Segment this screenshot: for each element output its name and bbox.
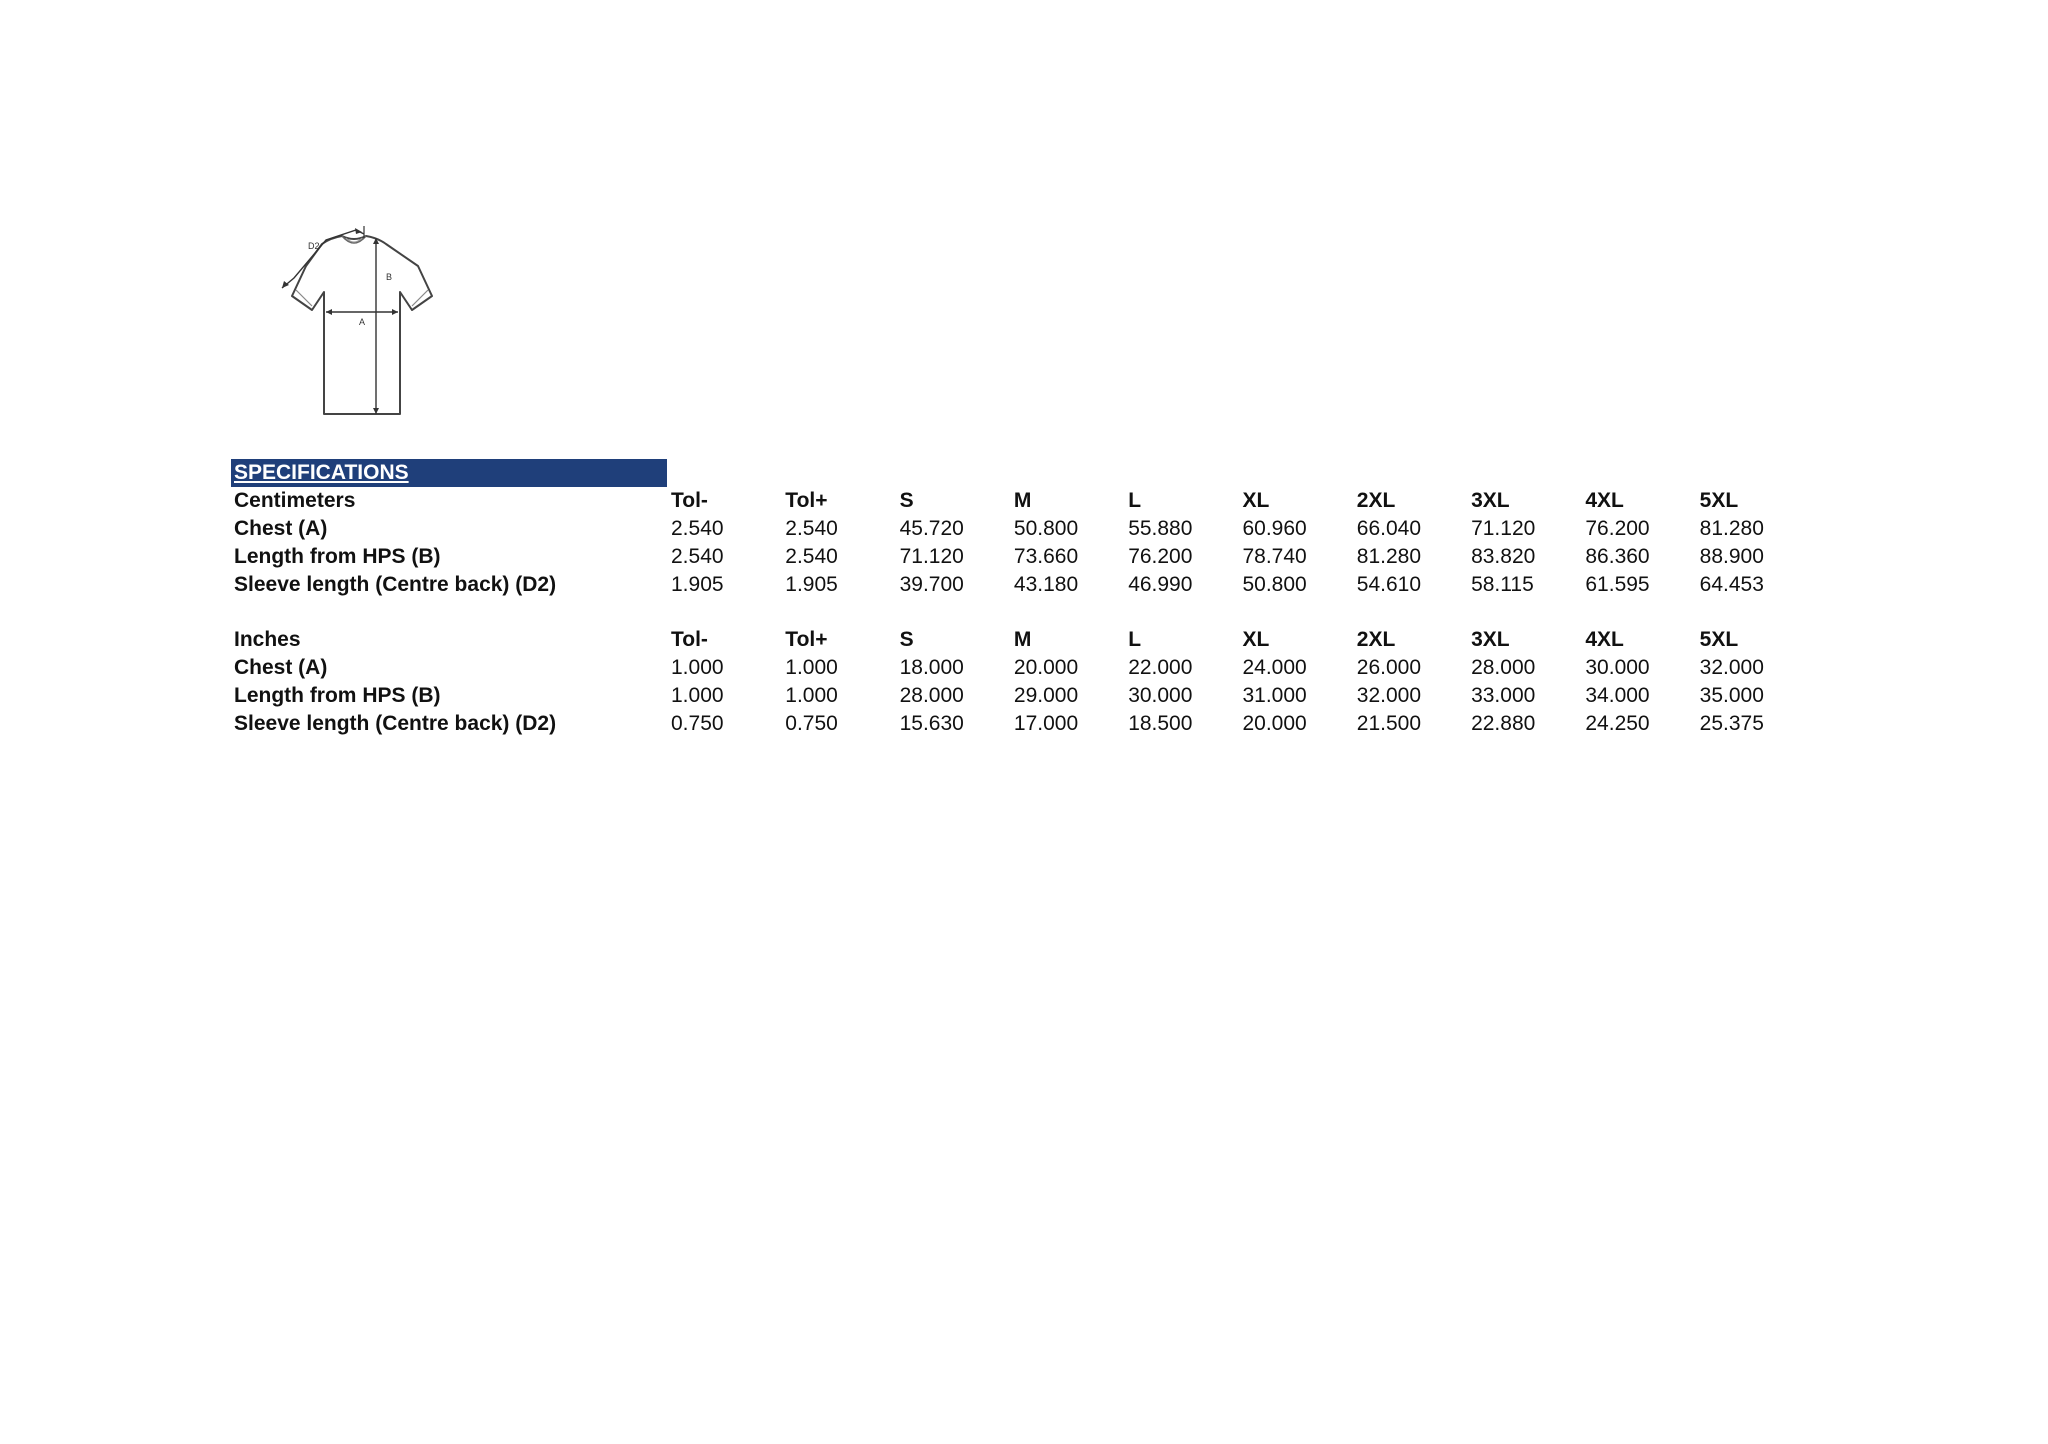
column-header-2xl: 2XL <box>1356 489 1396 512</box>
column-header-tol-minus: Tol- <box>671 489 708 512</box>
specifications-table <box>234 487 1814 738</box>
specifications-title: SPECIFICATIONS <box>234 461 409 484</box>
column-header-xl: XL <box>1242 489 1270 512</box>
column-header-3xl: 3XL <box>1471 489 1510 512</box>
row-label: Length from HPS (B) <box>234 545 441 568</box>
table-cell: 35.000 <box>1699 684 1764 707</box>
table-cell: 2.540 <box>671 545 724 568</box>
table-cell: 50.800 <box>1013 517 1079 540</box>
column-header-m: M <box>1013 628 1032 651</box>
table-cell: 29.000 <box>1013 684 1079 707</box>
column-header-s: S <box>899 628 914 651</box>
table-cell: 25.375 <box>1699 712 1764 735</box>
table-cell: 1.000 <box>785 684 838 707</box>
column-header-4xl: 4XL <box>1585 489 1624 512</box>
row-label: Sleeve length (Centre back) (D2) <box>234 573 557 596</box>
table-cell: 54.610 <box>1356 573 1422 596</box>
table-cell: 76.200 <box>1128 545 1193 568</box>
column-header-4xl: 4XL <box>1585 628 1624 651</box>
table-row <box>234 571 1814 599</box>
table-cell: 21.500 <box>1356 712 1422 735</box>
table-cell: 73.660 <box>1013 545 1079 568</box>
table-cell: 88.900 <box>1699 545 1764 568</box>
marker-d2: D2 <box>308 241 320 251</box>
marker-b: B <box>386 272 393 282</box>
table-cell: 86.360 <box>1585 545 1650 568</box>
table-cell: 28.000 <box>899 684 964 707</box>
table-header-row-centimeters <box>234 487 1814 515</box>
table-cell: 17.000 <box>1013 712 1079 735</box>
table-cell: 58.115 <box>1471 573 1534 596</box>
table-cell: 0.750 <box>671 712 724 735</box>
table-cell: 18.000 <box>899 656 964 679</box>
table-cell: 15.630 <box>899 712 964 735</box>
table-header-row-inches <box>234 626 1814 654</box>
table-cell: 20.000 <box>1242 712 1307 735</box>
table-cell: 64.453 <box>1699 573 1764 596</box>
table-cell: 81.280 <box>1356 545 1422 568</box>
column-header-5xl: 5XL <box>1699 489 1739 512</box>
table-cell: 71.120 <box>899 545 964 568</box>
table-row <box>234 654 1814 682</box>
table-row <box>234 543 1814 571</box>
table-cell: 71.120 <box>1471 517 1536 540</box>
table-cell: 43.180 <box>1013 573 1079 596</box>
table-cell: 20.000 <box>1013 656 1079 679</box>
table-cell: 22.880 <box>1471 712 1536 735</box>
table-cell: 55.880 <box>1128 517 1193 540</box>
row-label: Chest (A) <box>234 656 328 679</box>
column-header-l: L <box>1128 489 1142 512</box>
table-row <box>234 710 1814 738</box>
table-cell: 66.040 <box>1356 517 1422 540</box>
row-label: Length from HPS (B) <box>234 684 441 707</box>
table-cell: 76.200 <box>1585 517 1650 540</box>
table-cell: 50.800 <box>1242 573 1307 596</box>
table-cell: 1.905 <box>671 573 724 596</box>
column-header-tol-minus: Tol- <box>671 628 708 651</box>
table-cell: 26.000 <box>1356 656 1422 679</box>
table-cell: 45.720 <box>899 517 964 540</box>
column-header-5xl: 5XL <box>1699 628 1739 651</box>
table-cell: 1.905 <box>785 573 838 596</box>
table-cell: 34.000 <box>1585 684 1650 707</box>
table-cell: 31.000 <box>1242 684 1307 707</box>
row-label: Chest (A) <box>234 517 328 540</box>
table-cell: 0.750 <box>785 712 838 735</box>
table-row <box>234 515 1814 543</box>
column-header-tol-plus: Tol+ <box>785 628 828 651</box>
unit-label-centimeters: Centimeters <box>234 489 356 512</box>
column-header-2xl: 2XL <box>1356 628 1396 651</box>
specifications-header <box>231 459 667 487</box>
table-cell: 2.540 <box>785 545 838 568</box>
table-cell: 81.280 <box>1699 517 1764 540</box>
table-cell: 60.960 <box>1242 517 1307 540</box>
table-cell: 30.000 <box>1128 684 1193 707</box>
column-header-l: L <box>1128 628 1142 651</box>
table-cell: 78.740 <box>1242 545 1307 568</box>
table-cell: 1.000 <box>785 656 838 679</box>
table-cell: 39.700 <box>899 573 964 596</box>
table-cell: 30.000 <box>1585 656 1650 679</box>
table-cell: 22.000 <box>1128 656 1193 679</box>
column-header-tol-plus: Tol+ <box>785 489 828 512</box>
table-cell: 61.595 <box>1585 573 1650 596</box>
column-header-s: S <box>899 489 914 512</box>
table-cell: 1.000 <box>671 656 724 679</box>
row-label: Sleeve length (Centre back) (D2) <box>234 712 557 735</box>
table-cell: 28.000 <box>1471 656 1536 679</box>
table-cell: 32.000 <box>1356 684 1422 707</box>
column-header-3xl: 3XL <box>1471 628 1510 651</box>
marker-a: A <box>358 317 366 327</box>
table-cell: 2.540 <box>671 517 724 540</box>
table-cell: 83.820 <box>1471 545 1536 568</box>
table-cell: 24.000 <box>1242 656 1307 679</box>
table-row <box>234 682 1814 710</box>
table-cell: 18.500 <box>1128 712 1193 735</box>
table-cell: 24.250 <box>1585 712 1650 735</box>
table-cell: 33.000 <box>1471 684 1536 707</box>
tshirt-measurement-diagram <box>262 218 482 424</box>
column-header-m: M <box>1013 489 1032 512</box>
table-cell: 32.000 <box>1699 656 1764 679</box>
table-cell: 46.990 <box>1128 573 1193 596</box>
table-cell: 2.540 <box>785 517 838 540</box>
table-cell: 1.000 <box>671 684 724 707</box>
tshirt-icon <box>262 218 482 424</box>
unit-label-inches: Inches <box>234 628 301 651</box>
column-header-xl: XL <box>1242 628 1270 651</box>
